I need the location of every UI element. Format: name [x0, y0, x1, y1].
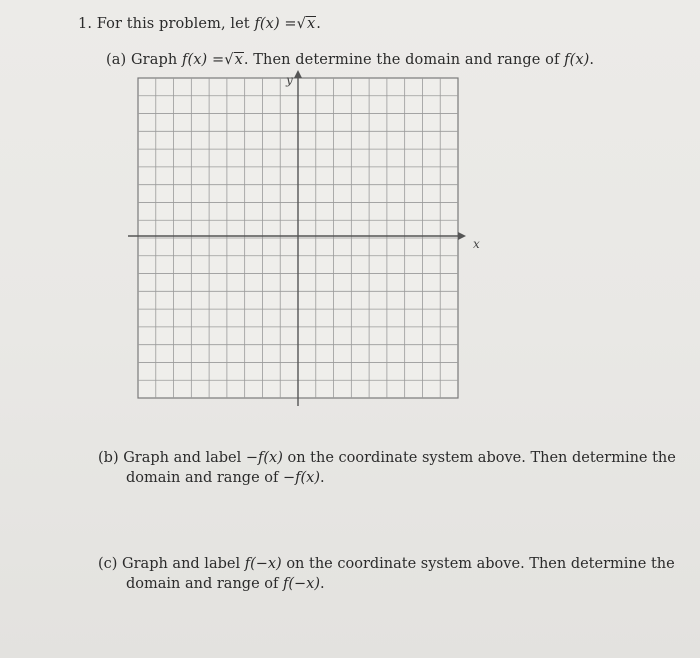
part-a-prompt: [106, 52, 594, 68]
part-b-expression-2: −f(x): [282, 470, 320, 486]
part-b-period: .: [319, 470, 325, 486]
part-c-prompt: [98, 554, 675, 594]
intro-equals: =: [284, 16, 297, 32]
part-c-line-1: [98, 554, 675, 574]
part-c-suffix: on the coordinate system above. Then determine the: [286, 556, 675, 572]
coordinate-grid: [128, 72, 478, 408]
problem-intro-prefix: For this problem, let: [96, 16, 250, 32]
x-axis-label: x: [473, 237, 480, 251]
part-c-line-2: [98, 574, 675, 594]
problem-number: 1.: [78, 16, 93, 32]
part-b-suffix: on the coordinate system above. Then determine the: [287, 450, 676, 466]
intro-period: .: [316, 16, 322, 32]
y-axis-label: y: [286, 73, 293, 87]
part-a-period: .: [589, 52, 595, 68]
part-c-expression: f(−x): [244, 556, 282, 572]
intro-sqrt-argument: x: [307, 16, 316, 32]
part-b-prefix: Graph and label: [123, 450, 242, 466]
part-b-expression: −f(x): [245, 450, 283, 466]
part-b-line-1: [98, 448, 676, 468]
part-b-label: (b): [98, 450, 119, 466]
problem-intro: [78, 16, 321, 32]
part-a-then: . Then determine the domain and range of: [243, 52, 560, 68]
part-a-equals: =: [211, 52, 225, 68]
part-c-line-2-prefix: domain and range of: [126, 576, 279, 592]
part-a-function-2: f(x): [564, 52, 590, 68]
part-c-expression-2: f(−x): [282, 576, 320, 592]
part-b-prompt: [98, 448, 676, 488]
part-b-line-2: [98, 468, 676, 488]
part-c-period: .: [319, 576, 325, 592]
part-a-sqrt-symbol: √: [224, 52, 234, 68]
intro-sqrt-symbol: √: [296, 16, 307, 32]
intro-function: f(x): [254, 16, 280, 32]
part-a-label: (a): [106, 52, 127, 68]
part-c-prefix: Graph and label: [122, 556, 241, 572]
part-a-sqrt-argument: x: [234, 52, 243, 68]
x-axis-arrow: [458, 232, 466, 240]
y-axis-arrow: [294, 70, 302, 78]
part-c-label: (c): [98, 556, 118, 572]
part-b-line-2-prefix: domain and range of: [126, 470, 279, 486]
part-a-graph-word: Graph: [130, 52, 178, 68]
part-a-function: f(x): [181, 52, 208, 68]
